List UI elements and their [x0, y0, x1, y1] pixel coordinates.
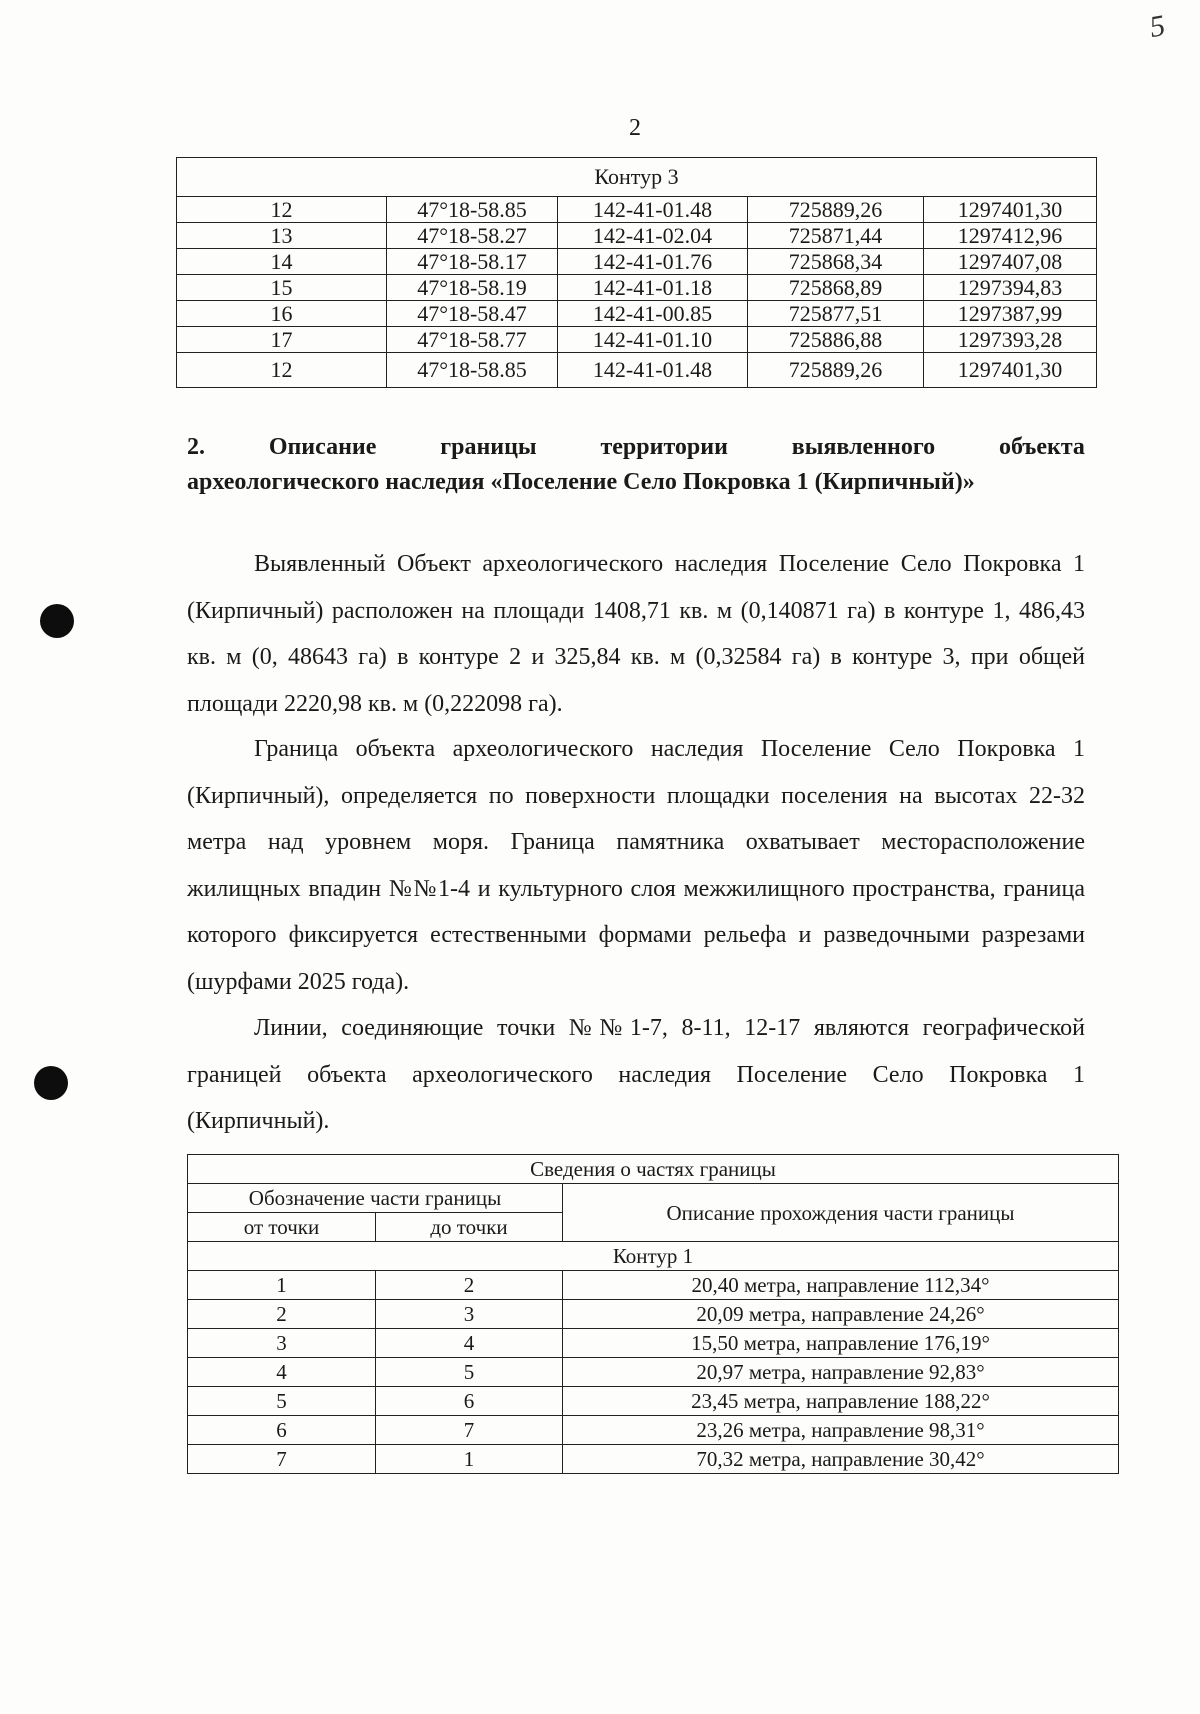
table-row — [177, 327, 1097, 353]
to-point-cell: 2 — [376, 1271, 563, 1300]
paragraph-lines: Линии, соединяющие точки №№1-7, 8-11, 12-17 являются географической границей объекта археологического наследия Поселение Село Покровка 1 (Кирпичный). — [187, 1015, 1085, 1134]
from-point-header: от точки — [188, 1213, 376, 1242]
heading-word: границы — [440, 434, 537, 460]
table-row — [177, 249, 1097, 275]
table-row — [177, 275, 1097, 301]
table-row — [188, 1329, 1119, 1358]
x-coordinate-cell: 725889,26 — [748, 197, 924, 223]
description-cell: 70,32 метра, направление 30,42° — [563, 1445, 1119, 1474]
heading-word: объекта — [998, 434, 1085, 460]
longitude-cell: 142-41-01.18 — [558, 275, 748, 301]
heading-word: Описание — [268, 434, 377, 460]
table-row — [188, 1271, 1119, 1300]
x-coordinate-cell: 725871,44 — [748, 223, 924, 249]
description-cell: 15,50 метра, направление 176,19° — [563, 1329, 1119, 1358]
longitude-cell: 142-41-02.04 — [558, 223, 748, 249]
table-row — [188, 1387, 1119, 1416]
latitude-cell: 47°18-58.47 — [387, 301, 558, 327]
y-coordinate-cell: 1297394,83 — [924, 275, 1097, 301]
point-number: 13 — [177, 223, 387, 249]
table-title: Сведения о частях границы — [188, 1155, 1119, 1184]
x-coordinate-cell: 725889,26 — [748, 353, 924, 388]
paragraph-boundary: Граница объекта археологического наследия Поселение Село Покровка 1 (Кирпичный), определяется по поверхности площадки поселения на высотах 22-32 метра над уровнем моря. Граница памятника охватывает месторасположение жилищных впадин №№1-4 и культурного слоя межжилищного пространства, граница которого фиксируется естественными формами рельефа и разведочными разрезами (шурфами 2025 года). — [187, 736, 1085, 995]
latitude-cell: 47°18-58.19 — [387, 275, 558, 301]
point-number: 15 — [177, 275, 387, 301]
table-row — [188, 1358, 1119, 1387]
y-coordinate-cell: 1297407,08 — [924, 249, 1097, 275]
from-point-cell: 2 — [188, 1300, 376, 1329]
longitude-cell: 142-41-01.48 — [558, 197, 748, 223]
boundary-parts-table — [187, 1154, 1119, 1474]
description-cell: 20,40 метра, направление 112,34° — [563, 1271, 1119, 1300]
longitude-cell: 142-41-00.85 — [558, 301, 748, 327]
x-coordinate-cell: 725886,88 — [748, 327, 924, 353]
from-point-cell: 4 — [188, 1358, 376, 1387]
table-row — [188, 1300, 1119, 1329]
longitude-cell: 142-41-01.10 — [558, 327, 748, 353]
point-number: 17 — [177, 327, 387, 353]
from-point-cell: 6 — [188, 1416, 376, 1445]
to-point-cell: 1 — [376, 1445, 563, 1474]
x-coordinate-cell: 725868,34 — [748, 249, 924, 275]
table-row — [177, 197, 1097, 223]
table-row — [188, 1416, 1119, 1445]
contour-title: Контур 3 — [177, 158, 1097, 197]
to-point-cell: 4 — [376, 1329, 563, 1358]
to-point-cell: 7 — [376, 1416, 563, 1445]
description-cell: 20,97 метра, направление 92,83° — [563, 1358, 1119, 1387]
to-point-cell: 3 — [376, 1300, 563, 1329]
point-number: 12 — [177, 353, 387, 388]
heading-word: выявленного — [791, 434, 936, 460]
y-coordinate-cell: 1297401,30 — [924, 353, 1097, 388]
description-cell: 20,09 метра, направление 24,26° — [563, 1300, 1119, 1329]
y-coordinate-cell: 1297412,96 — [924, 223, 1097, 249]
table-row — [177, 353, 1097, 388]
coordinates-table — [176, 157, 1097, 388]
contour-title: Контур 1 — [188, 1242, 1119, 1271]
table-row — [188, 1445, 1119, 1474]
from-point-cell: 3 — [188, 1329, 376, 1358]
to-point-cell: 5 — [376, 1358, 563, 1387]
latitude-cell: 47°18-58.17 — [387, 249, 558, 275]
punch-hole — [40, 604, 74, 638]
designation-header: Обозначение части границы — [188, 1184, 563, 1213]
description-cell: 23,45 метра, направление 188,22° — [563, 1387, 1119, 1416]
point-number: 14 — [177, 249, 387, 275]
section-heading-line — [187, 430, 1085, 465]
longitude-cell: 142-41-01.48 — [558, 353, 748, 388]
heading-word: территории — [600, 434, 728, 460]
latitude-cell: 47°18-58.85 — [387, 353, 558, 388]
y-coordinate-cell: 1297387,99 — [924, 301, 1097, 327]
from-point-cell: 7 — [188, 1445, 376, 1474]
latitude-cell: 47°18-58.77 — [387, 327, 558, 353]
section-heading-line: археологического наследия «Поселение Село Покровка 1 (Кирпичный)» — [187, 469, 975, 495]
y-coordinate-cell: 1297393,28 — [924, 327, 1097, 353]
heading-word: 2. — [187, 434, 205, 460]
paragraph-area: Выявленный Объект археологического наследия Поселение Село Покровка 1 (Кирпичный) расположен на площади 1408,71 кв. м (0,140871 га) в контуре 1, 486,43 кв. м (0, 48643 га) в контуре 2 и 325,84 кв. м (0,32584 га) в контуре 3, при общей площади 2220,98 кв. м (0,222098 га). — [187, 551, 1085, 717]
from-point-cell: 5 — [188, 1387, 376, 1416]
x-coordinate-cell: 725877,51 — [748, 301, 924, 327]
longitude-cell: 142-41-01.76 — [558, 249, 748, 275]
table-row — [177, 223, 1097, 249]
punch-hole — [34, 1066, 68, 1100]
y-coordinate-cell: 1297401,30 — [924, 197, 1097, 223]
to-point-header: до точки — [376, 1213, 563, 1242]
latitude-cell: 47°18-58.85 — [387, 197, 558, 223]
x-coordinate-cell: 725868,89 — [748, 275, 924, 301]
page-number: 2 — [629, 115, 641, 141]
table-row — [177, 301, 1097, 327]
from-point-cell: 1 — [188, 1271, 376, 1300]
handwritten-page-mark: 5 — [1147, 8, 1168, 45]
section-heading — [187, 430, 1085, 500]
to-point-cell: 6 — [376, 1387, 563, 1416]
description-cell: 23,26 метра, направление 98,31° — [563, 1416, 1119, 1445]
latitude-cell: 47°18-58.27 — [387, 223, 558, 249]
description-header: Описание прохождения части границы — [563, 1184, 1119, 1242]
point-number: 12 — [177, 197, 387, 223]
point-number: 16 — [177, 301, 387, 327]
